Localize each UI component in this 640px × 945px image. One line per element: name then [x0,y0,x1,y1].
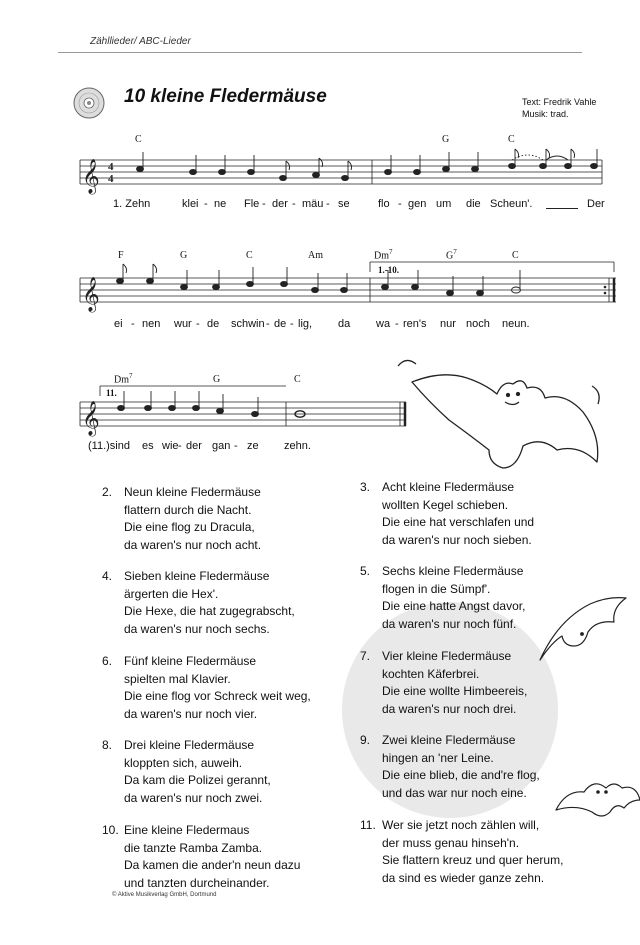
verse-number: 6. [102,654,113,668]
verse-line: und tanzten durcheinander. [124,875,270,890]
verse-line: Neun kleine Fledermäuse [124,485,261,499]
verse-number: 7. [360,649,371,663]
verse-line: Drei kleine Fledermäuse [124,738,255,752]
chord-c: C [512,250,519,261]
verse-line: und das war nur noch eine. [382,785,527,800]
lyric-syllable: 1. Zehn [113,198,151,210]
volta-11: 11. [106,388,117,398]
verse-line: Die eine hat verschlafen und [382,515,535,529]
lyric-hyphen: - [262,198,266,210]
lyric-syllable: mäu [302,198,324,210]
verse-8 [102,737,271,807]
lyric-syllable: wie [162,440,179,452]
treble-clef-1: 𝄞 [82,159,100,194]
lyric-hyphen: - [326,198,330,210]
verse-line: Vier kleine Fledermäuse [382,649,512,663]
chord-dm7 [114,372,133,385]
chord-g: G [442,134,450,145]
lyric-syllable: wur [174,318,192,330]
treble-clef-3: 𝄞 [82,401,100,436]
lyric-syllable: se [338,198,350,210]
verse-line: Da kam die Polizei gerannt, [124,773,271,787]
lyric-syllable: wa [376,318,391,330]
lyric-syllable: noch [466,318,490,330]
verse-line: Die eine flog zu Dracula, [124,520,255,534]
verse-line: ärgerten die Hex'. [124,586,219,601]
section-header: Zähllieder/ ABC-Lieder [90,36,191,47]
lyric-hyphen: - [290,318,294,330]
bat-icon-small [540,598,626,660]
lyric-syllable: der [186,440,202,452]
chord-root: G [446,250,454,262]
lyric-syllable: lig, [298,318,313,330]
verse-line: da waren's nur noch vier. [124,706,258,721]
lyric-syllable: neun. [502,318,530,330]
verse-line: wollten Kegel schieben. [382,497,509,512]
verse-6 [102,653,311,723]
lyric-syllable: da [338,318,351,330]
verse-number: 11. [360,818,376,832]
verse-9 [360,732,540,802]
chord-root: Dm [114,374,129,386]
verse-11 [360,817,564,887]
verse-number: 5. [360,564,371,578]
verse-line: da waren's nur noch drei. [382,701,517,716]
lyric-syllable: nur [440,318,456,330]
lyric-hyphen: - [131,318,135,330]
music-credit: Musik: trad. [522,109,569,119]
lyric-syllable: es [142,440,154,452]
lyric-syllable: (11.)sind [88,440,130,452]
chord-g7 [446,248,457,261]
chord-root: Dm [374,250,389,262]
notes-staff-3 [118,391,306,417]
chord-g: G [180,250,188,261]
verse-line: Die Hexe, die hat zugegrabscht, [124,604,295,618]
verse-number: 10. [102,823,119,837]
bat-icon [398,360,599,468]
lyric-syllable: schwin [231,318,265,330]
verse-line: Sie flattern kreuz und quer herum, [382,853,564,867]
lyric-syllable: flo [378,198,390,210]
verse-line: da waren's nur noch sieben. [382,532,532,547]
verse-line: der muss genau hinseh'n. [382,835,520,850]
volta-1-10: 1.-10. [378,265,399,275]
verse-line: Acht kleine Fledermäuse [382,480,515,494]
svg-text:4: 4 [108,173,114,185]
lyric-syllable: Fle [244,198,260,210]
chord-dm7 [374,248,393,261]
text-credit: Text: Fredrik Vahle [522,97,597,107]
lyric-syllable: ne [214,198,227,210]
lyric-syllable: ren's [403,318,427,330]
lyric-hyphen: - [178,440,182,452]
lyric-syllable: zehn. [284,440,311,452]
verse-7 [360,648,528,718]
verse-line: Wer sie jetzt noch zählen will, [382,818,540,832]
verse-3 [360,479,535,549]
lyric-syllable: de [207,318,220,330]
lyric-syllable: gan [212,440,231,452]
chord-c: C [135,134,142,145]
notes-staff-2 [117,264,521,296]
lyric-syllable: klei [182,198,199,210]
verse-line: kloppten sich, auweih. [124,755,243,770]
lyric-hyphen: - [398,198,402,210]
lyric-hyphen: - [196,318,200,330]
notes-staff-1 [137,149,598,181]
chord-extension: 7 [389,248,393,256]
lyric-syllable: Scheun'. [490,198,533,210]
chord-c: C [508,134,515,145]
verse-line: Da kamen die ander'n neun dazu [124,858,301,872]
chord-extension: 7 [453,248,457,256]
lyric-syllable: ei [114,318,123,330]
bat-icon-tiny [556,784,640,816]
verse-number: 9. [360,733,371,747]
staff-1 [80,160,602,184]
verse-line: flogen in die Sümpf'. [382,581,491,596]
verse-2 [102,484,262,554]
verse-line: da waren's nur noch fünf. [382,616,517,631]
verse-number: 3. [360,480,371,494]
lyric-syllable: die [466,198,481,210]
lyric-hyphen: - [292,198,296,210]
copyright-notice: © Aktive Musikverlag GmbH, Dortmund [112,892,217,898]
verse-line: Sechs kleine Fledermäuse [382,564,524,578]
lyric-hyphen: - [395,318,399,330]
verse-line: da waren's nur noch acht. [124,537,262,552]
chord-am: Am [308,250,323,261]
verse-number: 2. [102,485,113,499]
chord-f: F [118,250,124,261]
verse-line: Die eine wollte Himbeereis, [382,684,528,698]
verse-line: spielten mal Klavier. [124,671,231,686]
lyric-syllable: gen [408,198,427,210]
verse-line: da sind es wieder ganze zehn. [382,870,545,885]
lyric-syllable: der [272,198,288,210]
verse-number: 8. [102,738,113,752]
staff-2 [80,262,616,302]
verse-line: Eine kleine Fledermaus [124,823,250,837]
song-title: 10 kleine Fledermäuse [124,86,327,107]
verse-number: 4. [102,569,113,583]
chord-extension: 7 [129,372,133,380]
verse-line: Die eine hatte Angst davor, [382,599,526,613]
chord-c: C [246,250,253,261]
verse-line: Sieben kleine Fledermäuse [124,569,270,583]
verse-5 [360,563,526,633]
verse-line: Zwei kleine Fledermäuse [382,733,516,747]
verse-line: die tanzte Ramba Zamba. [124,840,263,855]
staff-3 [80,386,406,426]
melisma-line [546,208,578,209]
verse-10 [102,822,301,892]
svg-text:4: 4 [108,161,114,173]
verse-line: Fünf kleine Fledermäuse [124,654,257,668]
lyric-syllable: nen [142,318,161,330]
chord-g: G [213,374,221,385]
verse-line: hingen an 'ner Leine. [382,750,494,765]
lyric-hyphen: - [204,198,208,210]
lyric-syllable: um [436,198,452,210]
verse-line: da waren's nur noch zwei. [124,790,263,805]
lyric-syllable: Der [587,198,605,210]
treble-clef-2: 𝄞 [82,277,100,312]
verse-line: da waren's nur noch sechs. [124,621,270,636]
verse-4 [102,568,295,638]
verse-line: kochten Käferbrei. [382,666,480,681]
lyric-syllable: de [274,318,287,330]
verse-line: Die eine flog vor Schreck weit weg, [124,689,311,703]
lyric-hyphen: - [266,318,270,330]
lyric-syllable: ze [247,440,259,452]
chord-c: C [294,374,301,385]
verse-line: Die eine blieb, die and're flog, [382,768,540,782]
lyric-hyphen: - [234,440,238,452]
time-signature [108,161,114,185]
verse-line: flattern durch die Nacht. [124,502,252,517]
